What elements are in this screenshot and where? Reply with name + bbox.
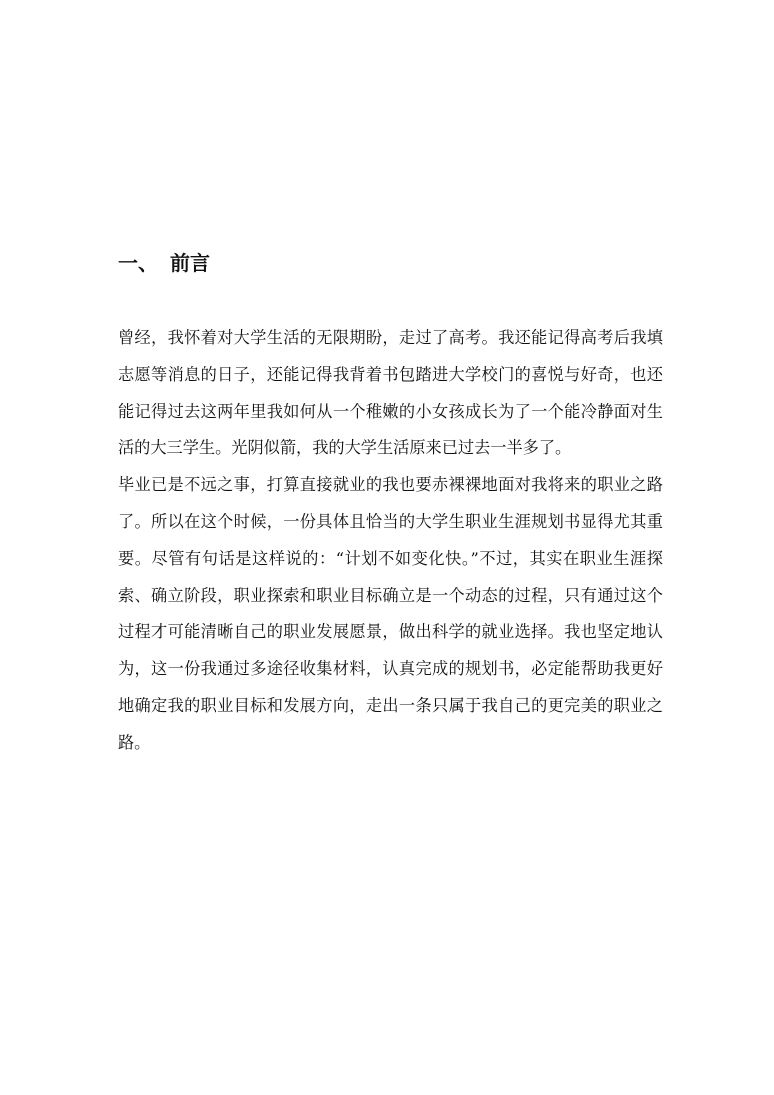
paragraph-intro: 曾经，我怀着对大学生活的无限期盼，走过了高考。我还能记得高考后我填志愿等消息的日子，还能记得我背着书包踏进大学校门的喜悦与好奇，也还能记得过去这两年里我如何从一个稚嫩的小女孩成长为了一个能冷静面对生活的大三学生。光阴似箭，我的大学生活原来已过去一半多了。 (118, 328, 663, 458)
section-number: 一、 (118, 251, 158, 275)
document-page (118, 248, 663, 762)
section-title: 前言 (170, 251, 210, 275)
paragraph-career-plan: 毕业已是不远之事，打算直接就业的我也要赤裸裸地面对我将来的职业之路了。所以在这个时候，一份具体且恰当的大学生职业生涯规划书显得尤其重要。尽管有句话是这样说的：“计划不如变化快。”不过，其实在职业生涯探索、确立阶段，职业探索和职业目标确立是一个动态的过程，只有通过这个过程才可能清晰自己的职业发展愿景，做出科学的就业选择。我也坚定地认为，这一份我通过多途径收集材料，认真完成的规划书，必定能帮助我更好地确定我的职业目标和发展方向，走出一条只属于我自己的更完美的职业之路。 (118, 475, 663, 752)
section-heading (118, 248, 663, 278)
